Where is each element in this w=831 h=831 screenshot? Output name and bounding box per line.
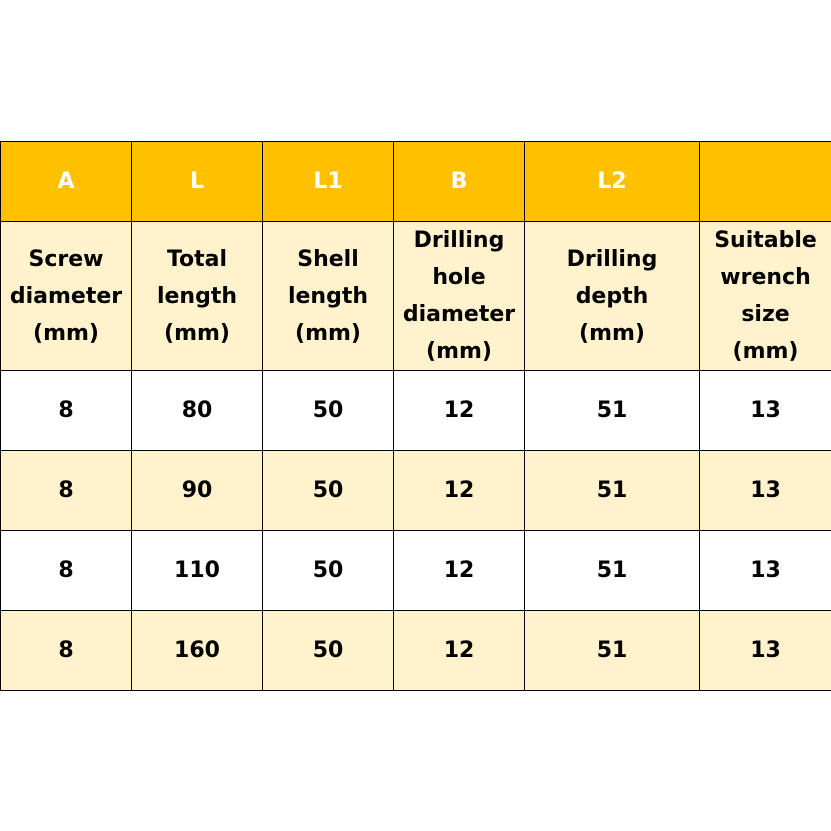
- table-cell: 160: [132, 611, 263, 691]
- table-cell: 8: [1, 451, 132, 531]
- table-row: [1, 451, 831, 531]
- desc-suitable-wrench-size: [700, 222, 831, 371]
- code-cell-a: A: [1, 142, 132, 222]
- desc-drilling-hole-diameter: [394, 222, 525, 371]
- code-header-row: [1, 142, 831, 222]
- table-cell: 51: [525, 371, 700, 451]
- table-cell: 90: [132, 451, 263, 531]
- desc-drilling-depth: [525, 222, 700, 371]
- desc-total-length: [132, 222, 263, 371]
- table-cell: 12: [394, 371, 525, 451]
- desc-line: Drilling: [566, 246, 658, 272]
- table-row: [1, 371, 831, 451]
- desc-line: Drilling: [413, 228, 505, 253]
- desc-line: size: [741, 302, 790, 327]
- description-header-row: [1, 222, 831, 371]
- table-cell: 80: [132, 371, 263, 451]
- spec-table-container: [0, 141, 831, 691]
- table-cell: 13: [700, 371, 831, 451]
- code-cell-l1: L1: [263, 142, 394, 222]
- desc-line: (mm): [295, 320, 361, 346]
- code-cell-l2: L2: [525, 142, 700, 222]
- desc-line: Total: [166, 246, 228, 272]
- desc-shell-length: [263, 222, 394, 371]
- desc-line: (mm): [164, 320, 230, 346]
- table-cell: 12: [394, 611, 525, 691]
- code-cell-l: L: [132, 142, 263, 222]
- table-cell: 50: [263, 451, 394, 531]
- desc-line: length: [156, 283, 238, 309]
- table-cell: 8: [1, 531, 132, 611]
- desc-line: depth: [575, 283, 649, 309]
- desc-line: diameter: [9, 283, 123, 309]
- desc-line: Shell: [297, 246, 359, 272]
- table-cell: 12: [394, 451, 525, 531]
- desc-line: (mm): [579, 320, 645, 346]
- table-row: [1, 531, 831, 611]
- desc-line: length: [287, 283, 369, 309]
- table-cell: 50: [263, 531, 394, 611]
- table-cell: 13: [700, 611, 831, 691]
- desc-line: (mm): [426, 339, 492, 364]
- table-cell: 110: [132, 531, 263, 611]
- table-cell: 50: [263, 611, 394, 691]
- table-cell: 51: [525, 611, 700, 691]
- desc-line: (mm): [33, 320, 99, 346]
- desc-line: Screw: [28, 246, 104, 272]
- desc-line: diameter: [402, 302, 516, 327]
- code-cell-blank: [700, 142, 831, 222]
- table-row: [1, 611, 831, 691]
- desc-line: wrench: [720, 265, 811, 290]
- desc-screw-diameter: [1, 222, 132, 371]
- table-cell: 51: [525, 451, 700, 531]
- table-cell: 13: [700, 531, 831, 611]
- desc-line: (mm): [732, 339, 799, 364]
- table-cell: 8: [1, 611, 132, 691]
- spec-table: [0, 141, 831, 691]
- code-cell-b: B: [394, 142, 525, 222]
- table-cell: 50: [263, 371, 394, 451]
- desc-line: Suitable: [714, 228, 817, 253]
- table-cell: 12: [394, 531, 525, 611]
- table-cell: 51: [525, 531, 700, 611]
- desc-line: hole: [432, 265, 486, 290]
- table-cell: 13: [700, 451, 831, 531]
- table-cell: 8: [1, 371, 132, 451]
